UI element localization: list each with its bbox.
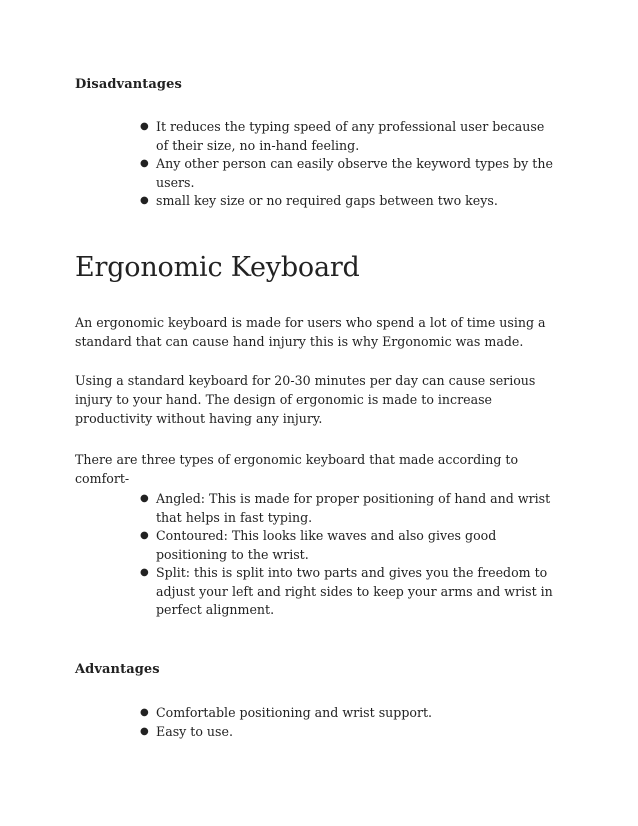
- keyboard-types-list: [140, 490, 566, 620]
- bullet-icon: ●: [140, 530, 149, 541]
- bullet-icon: ●: [140, 158, 149, 169]
- list-item: ● Comfortable positioning and wrist support.: [156, 704, 576, 723]
- bullet-icon: ●: [140, 195, 149, 206]
- bullet-icon: ●: [140, 121, 149, 132]
- bullet-icon: ●: [140, 493, 149, 504]
- disadvantages-list: [140, 118, 556, 211]
- bullet-icon: ●: [140, 707, 149, 718]
- advantages-heading: Advantages: [75, 662, 160, 677]
- list-item: ● It reduces the typing speed of any professional user because of their size, no in-hand feeling.: [140, 119, 545, 153]
- paragraph: Using a standard keyboard for 20-30 minutes per day can cause serious injury to your hand. The design of ergonomic is made to increase productivity without having any injury.: [75, 373, 536, 426]
- list-item: ● Easy to use.: [156, 723, 576, 742]
- bullet-icon: ●: [140, 567, 149, 578]
- disadvantages-heading: Disadvantages: [75, 77, 182, 92]
- advantages-list: [140, 704, 576, 741]
- list-item: ● Split: this is split into two parts and gives you the freedom to adjust your left and right sides to keep your arms and wrist in perfect alignment.: [140, 565, 553, 617]
- paragraph: An ergonomic keyboard is made for users who spend a lot of time using a standard that can cause hand injury this is why Ergonomic was made.: [75, 315, 546, 349]
- paragraph: There are three types of ergonomic keyboard that made according to comfort-: [75, 452, 519, 486]
- list-item: ● Any other person can easily observe the keyword types by the users.: [140, 156, 553, 190]
- list-item: ● Angled: This is made for proper positioning of hand and wrist that helps in fast typing.: [140, 491, 551, 525]
- bullet-icon: ●: [140, 725, 149, 737]
- list-item: ● small key size or no required gaps between two keys.: [156, 192, 556, 211]
- list-item: ● Contoured: This looks like waves and also gives good positioning to the wrist.: [140, 528, 497, 562]
- section-title: Ergonomic Keyboard: [75, 252, 360, 283]
